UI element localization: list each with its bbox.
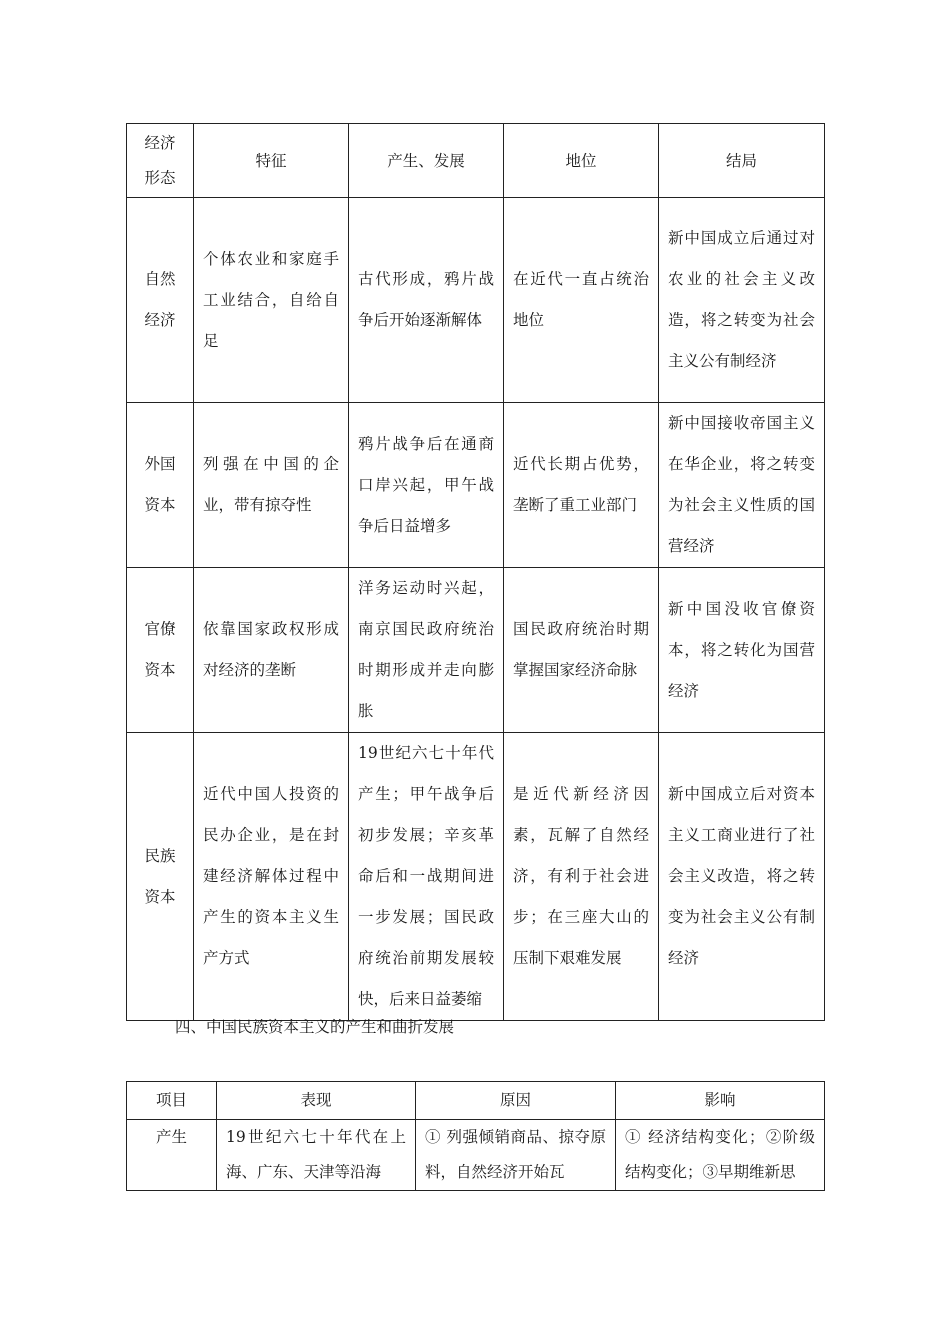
table-row — [127, 568, 825, 733]
table-header-row — [127, 124, 825, 198]
row-outcome: 新中国成立后通过对农业的社会主义改造，将之转变为社会主义公有制经济 — [659, 198, 825, 403]
header-performance: 表现 — [217, 1082, 416, 1120]
header-development: 产生、发展 — [349, 124, 504, 198]
row-item: 产生 — [127, 1120, 217, 1191]
table-row — [127, 1120, 825, 1191]
row-type: 自然 经济 — [127, 198, 194, 403]
header-outcome: 结局 — [659, 124, 825, 198]
table-header-row — [127, 1082, 825, 1120]
row-development: 19世纪六七十年代产生；甲午战争后初步发展；辛亥革命后和一战期间进一步发展；国民政府统治前期发展较快，后来日益萎缩 — [349, 733, 504, 1021]
row-outcome: 新中国成立后对资本主义工商业进行了社会主义改造，将之转变为社会主义公有制经济 — [659, 733, 825, 1021]
header-impact: 影响 — [616, 1082, 825, 1120]
row-status: 是近代新经济因素，瓦解了自然经济，有利于社会进步；在三座大山的压制下艰难发展 — [504, 733, 659, 1021]
row-impact: ① 经济结构变化；②阶级结构变化；③早期维新思 — [616, 1120, 825, 1191]
row-outcome: 新中国接收帝国主义在华企业，将之转变为社会主义性质的国营经济 — [659, 403, 825, 568]
row-feature: 个体农业和家庭手工业结合，自给自足 — [194, 198, 349, 403]
row-status: 近代长期占优势，垄断了重工业部门 — [504, 403, 659, 568]
row-performance: 19世纪六七十年代在上海、广东、天津等沿海 — [217, 1120, 416, 1191]
header-economic-form: 经济 形态 — [127, 124, 194, 198]
row-development: 鸦片战争后在通商口岸兴起，甲午战争后日益增多 — [349, 403, 504, 568]
header-reason: 原因 — [416, 1082, 616, 1120]
row-feature: 列强在中国的企业，带有掠夺性 — [194, 403, 349, 568]
row-type: 外国 资本 — [127, 403, 194, 568]
row-status: 国民政府统治时期掌握国家经济命脉 — [504, 568, 659, 733]
header-feature: 特征 — [194, 124, 349, 198]
table-row — [127, 733, 825, 1021]
national-capitalism-table — [126, 1081, 825, 1191]
row-type: 民族 资本 — [127, 733, 194, 1021]
row-development: 洋务运动时兴起，南京国民政府统治时期形成并走向膨胀 — [349, 568, 504, 733]
row-type: 官僚 资本 — [127, 568, 194, 733]
economic-forms-table — [126, 123, 825, 1021]
header-item: 项目 — [127, 1082, 217, 1120]
row-feature: 依靠国家政权形成对经济的垄断 — [194, 568, 349, 733]
table-row — [127, 403, 825, 568]
row-feature: 近代中国人投资的民办企业，是在封建经济解体过程中产生的资本主义生产方式 — [194, 733, 349, 1021]
row-development: 古代形成，鸦片战争后开始逐渐解体 — [349, 198, 504, 403]
header-status: 地位 — [504, 124, 659, 198]
row-outcome: 新中国没收官僚资本，将之转化为国营经济 — [659, 568, 825, 733]
table-row — [127, 198, 825, 403]
row-status: 在近代一直占统治地位 — [504, 198, 659, 403]
row-reason: ① 列强倾销商品、掠夺原料，自然经济开始瓦 — [416, 1120, 616, 1191]
section-heading: 四、中国民族资本主义的产生和曲折发展 — [175, 1018, 455, 1036]
